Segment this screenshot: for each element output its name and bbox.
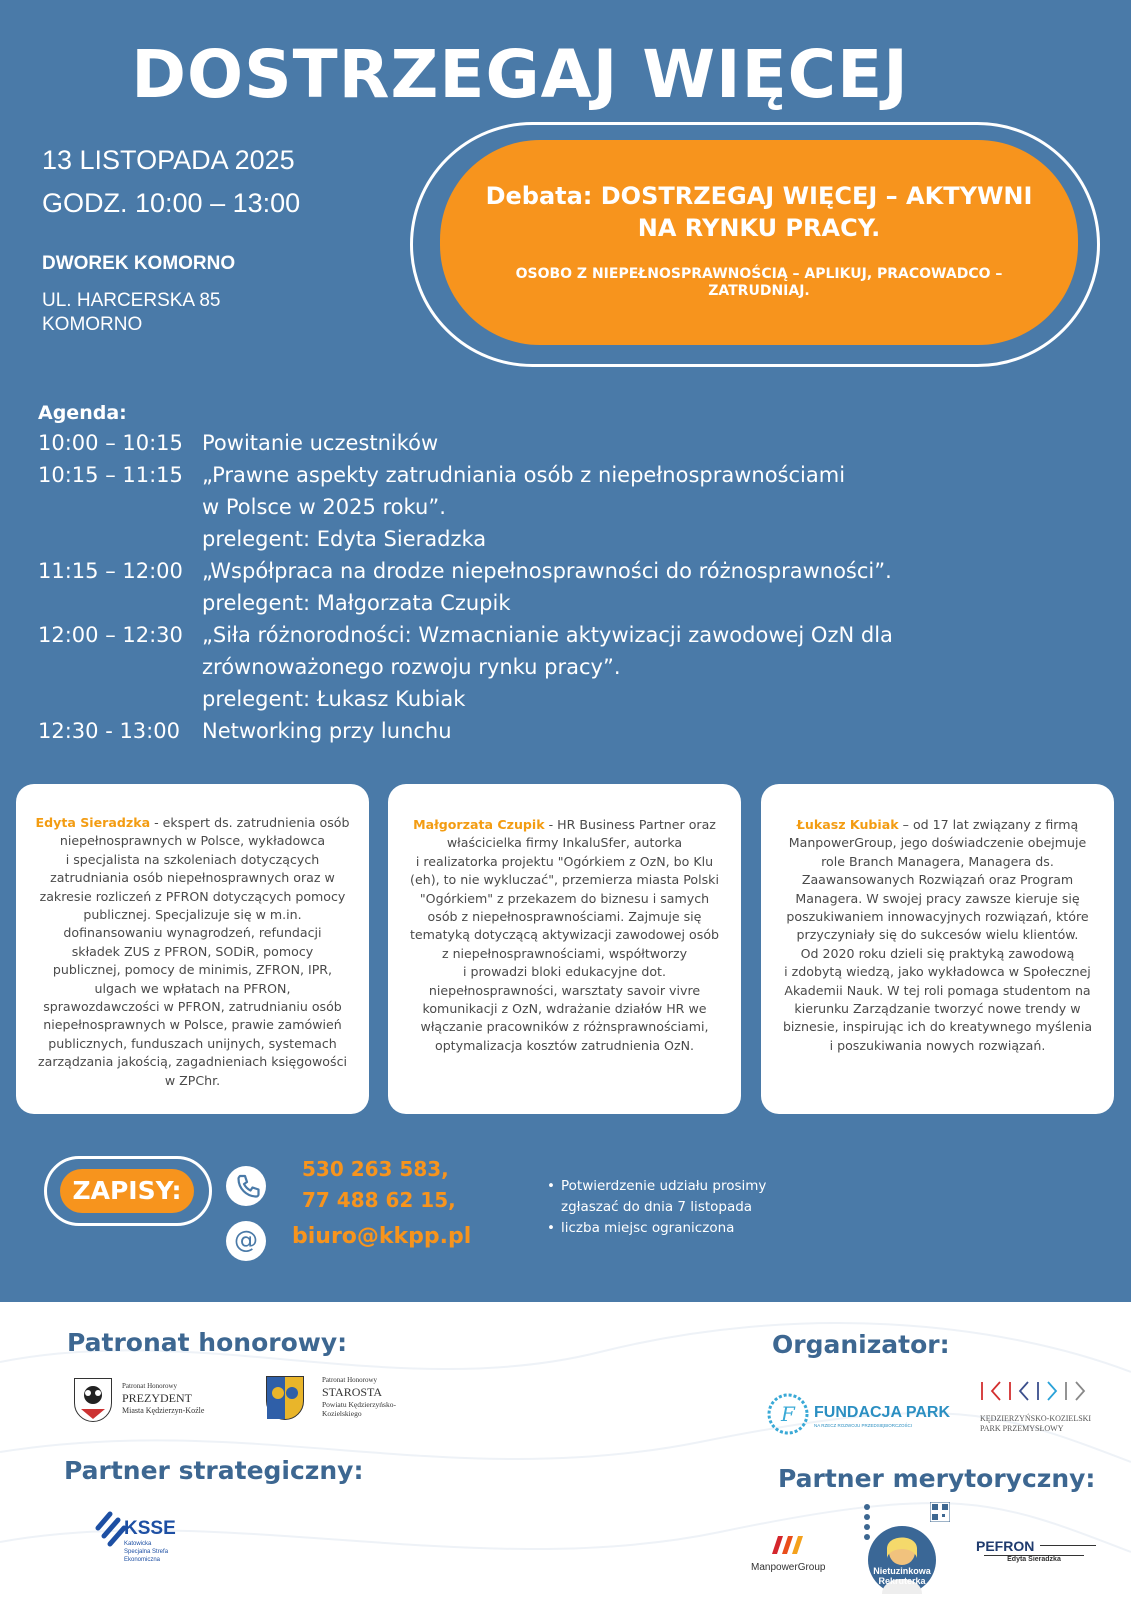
- speaker-bio-line: kierunku Zarządzanie tworzyć nowe trendy w: [794, 1001, 1081, 1017]
- speaker-bio-line: właścicielka firmy InkaluSfer, autorka: [446, 835, 683, 851]
- agenda-time: 10:15 – 11:15: [38, 463, 183, 487]
- strategic-title: Partner strategiczny:: [64, 1456, 364, 1485]
- speaker-bio-line: niepełnosprawności, warsztaty savoir vivre: [428, 982, 701, 998]
- speaker-bio-line: publicznych, funduszach unijnych, systemach: [48, 1035, 337, 1051]
- speaker-bio-line: publicznej, pomocy de minimis, ZFRON, IPR,: [52, 962, 333, 978]
- merit-title: Partner merytoryczny:: [778, 1464, 1096, 1493]
- speaker-bio-line: z niepełnosprawnościami, współtworzy: [441, 945, 688, 961]
- kkpp-icon: [978, 1378, 1098, 1404]
- agenda-time: 12:30 - 13:00: [38, 719, 180, 743]
- speaker-bio-line: ulgach we wpłatach na PFRON,: [94, 980, 291, 996]
- speaker-bio-line: osób z niepełnosprawnościami. Zajmuje się: [427, 909, 702, 925]
- event-date: 13 LISTOPADA 2025: [42, 145, 295, 175]
- speaker-bio-line: [398, 816, 731, 834]
- speaker-bio-line: sprawozdawczości w PFRON, zatrudnianiu osób: [43, 999, 342, 1015]
- speaker-bio-line: Managera. W swojej pracy zawsze kieruje się: [795, 890, 1080, 906]
- speaker-bio-line: przyczyniały się do sukcesów wielu klientów.: [796, 927, 1079, 943]
- speaker-card: [388, 784, 741, 1114]
- sponsors-section: Patronat honorowy: Patronat Honorowy PREZYDENT Miasta Kędzierzyn-Koźle Patronat Honorowy STAROSTA Powiatu Kędzierzyńsko-Kozielskiego Partner strategiczny: KSSE Katowicka Specjalna Strefa Ekonomiczna Organizator: F FUNDACJA PARK NA RZECZ ROZWOJU PRZEDSIĘBIORCZOŚCI KĘDZIERZYŃSKO-KOZIELSKI PARK PRZEMYSŁOWY Partner merytoryczny: ManpowerGroup Nietuzinkowa Rekruterka PEFRON Edyta Sieradzka: [0, 1302, 1131, 1600]
- speaker-bio-line: [26, 814, 359, 832]
- speaker-bio-line: dofinansowaniu wynagrodzeń, refundacji: [63, 925, 322, 941]
- agenda-text: zrównoważonego rozwoju rynku pracy”.: [202, 655, 621, 679]
- speaker-bio-line: tematyką dotyczącą aktywizacji zawodowej osób: [409, 927, 720, 943]
- speaker-bio-line: komunikacji z OzN, wdrażanie działów HR we: [422, 1001, 707, 1017]
- pefron-tagline-line: [1040, 1532, 1096, 1546]
- agenda-label: Agenda:: [38, 402, 127, 424]
- organizer-title: Organizator:: [772, 1330, 950, 1359]
- banner-headline: Debata: DOSTRZEGAJ WIĘCEJ – AKTYWNI NA RYNKU PRACY.: [485, 182, 1033, 242]
- phone-icon: [226, 1166, 266, 1206]
- speaker-bio-line: "Ogórkiem" z przekazem do biznesu i samych: [419, 890, 710, 906]
- speaker-card: [16, 784, 369, 1114]
- banner-subline: OSOBO Z NIEPEŁNOSPRAWNOŚCIĄ – APLIKUJ, PRACOWADCO – ZATRUDNIAJ.: [515, 266, 1003, 299]
- signup-button[interactable]: ZAPISY:: [60, 1169, 194, 1213]
- speaker-bio-line: i specjalista na szkoleniach dotyczących: [65, 851, 320, 867]
- signup-notes: [545, 1176, 785, 1239]
- speaker-bio-line: Akademii Nauk. W tej roli pomaga studentom na: [784, 982, 1091, 998]
- speaker-bio-text: - ekspert ds. zatrudnienia osób: [150, 815, 350, 830]
- page-title: DOSTRZEGAJ WIĘCEJ: [131, 36, 909, 113]
- speaker-bio-line: zarządzania jakością, zagadnieniach księgowości: [38, 1054, 347, 1070]
- speaker-bio-line: poszukiwaniem innowacyjnych rozwiązań, które: [786, 909, 1089, 925]
- at-icon: @: [226, 1221, 266, 1261]
- manpower-icon: [772, 1532, 808, 1554]
- agenda-item: [38, 619, 1098, 715]
- speaker-bio-line: składek ZUS z PFRON, SODiR, pomocy: [71, 943, 314, 959]
- speaker-bio-line: i poszukiwania nowych rozwiązań.: [829, 1037, 1046, 1053]
- venue-address-street: UL. HARCERSKA 85: [42, 290, 221, 311]
- agenda-text: „Współpraca na drodze niepełnosprawności do różnosprawności”.: [202, 559, 892, 583]
- agenda-text: „Prawne aspekty zatrudniania osób z niepełnosprawnościami: [202, 463, 846, 487]
- note-item: • liczba miejsc ograniczona: [547, 1220, 735, 1236]
- agenda-item: [38, 715, 1098, 747]
- event-time: GODZ. 10:00 – 13:00: [42, 188, 301, 218]
- speaker-bio-line: optymalizacja kosztów zatrudnienia OzN.: [434, 1037, 694, 1053]
- speaker-bio-text: – od 17 lat związany z firmą: [898, 817, 1079, 832]
- speaker-name: Edyta Sieradzka: [35, 815, 151, 830]
- speaker-bio-line: Zaawansowanych Rozwiązań oraz Program: [801, 872, 1074, 888]
- debate-banner: [440, 140, 1078, 345]
- rekruterka-logo: Nietuzinkowa Rekruterka: [858, 1502, 968, 1594]
- agenda-speaker: prelegent: Łukasz Kubiak: [202, 687, 466, 711]
- qr-code-icon: [930, 1502, 950, 1522]
- speaker-bio-line: role Branch Managera, Managera ds.: [821, 853, 1054, 869]
- agenda-item: [38, 427, 1098, 459]
- agenda-time: 12:00 – 12:30: [38, 623, 183, 647]
- agenda-text: w Polsce w 2025 roku”.: [202, 495, 446, 519]
- fundacja-icon: [766, 1392, 810, 1436]
- svg-text:F: F: [781, 1402, 795, 1426]
- email-link[interactable]: biuro@kkpp.pl: [292, 1224, 472, 1249]
- speaker-bio-line: zatrudniania osób niepełnosprawnych oraz w: [50, 870, 335, 886]
- agenda-speaker: prelegent: Edyta Sieradzka: [202, 527, 487, 551]
- speaker-bio-line: niepełnosprawnych w Polsce, prawie zamówień: [43, 1017, 342, 1033]
- speaker-bio-line: publicznej. Specjalizuje się w m.in.: [83, 907, 302, 923]
- speaker-bio-line: zakresie rozliczeń z PFRON dotyczących pomocy: [39, 888, 346, 904]
- speaker-bio-line: (eh), to nie wykluczać", przemierza miasta Polski: [410, 872, 719, 888]
- speaker-bio-line: biznesie, inspirując ich do kreatywnego myślenia: [782, 1019, 1093, 1035]
- speaker-bio-text: - HR Business Partner oraz: [544, 817, 716, 832]
- county-crest-icon: [266, 1376, 304, 1420]
- speaker-card: [761, 784, 1114, 1114]
- speaker-bio-line: włączanie pracowników z różnsprawnościami,: [420, 1019, 709, 1035]
- speaker-bio-line: Od 2020 roku dzieli się praktyką zawodową: [800, 945, 1075, 961]
- phone-number[interactable]: 77 488 62 15,: [302, 1188, 456, 1212]
- city-crest-icon: [74, 1378, 112, 1422]
- speaker-name: Małgorzata Czupik: [413, 817, 545, 832]
- agenda-time: 10:00 – 10:15: [38, 431, 183, 455]
- agenda-text: Powitanie uczestników: [202, 431, 439, 455]
- speaker-name: Łukasz Kubiak: [796, 817, 899, 832]
- note-item: • Potwierdzenie udziału prosimy zgłaszać do dnia 7 listopada: [547, 1178, 767, 1215]
- agenda-text: „Siła różnorodności: Wzmacnianie aktywizacji zawodowej OzN dla: [202, 623, 893, 647]
- speaker-bio-line: i prowadzi bloki edukacyjne dot.: [463, 964, 666, 980]
- speaker-bio-line: i realizatorka projektu "Ogórkiem z OzN, bo Klu: [415, 853, 714, 869]
- venue-name: DWOREK KOMORNO: [42, 253, 236, 274]
- ksse-icon: [94, 1508, 128, 1548]
- phone-number[interactable]: 530 263 583,: [302, 1157, 449, 1181]
- agenda-item: [38, 555, 1098, 619]
- agenda: [38, 402, 1098, 747]
- venue-address-city: KOMORNO: [42, 314, 143, 335]
- speaker-bio-line: w ZPChr.: [164, 1072, 221, 1088]
- agenda-text: Networking przy lunchu: [202, 719, 452, 743]
- agenda-time: 11:15 – 12:00: [38, 559, 183, 583]
- speaker-bio-line: i zdobytą wiedzą, jako wykładowca w Społecznej: [784, 964, 1091, 980]
- agenda-speaker: prelegent: Małgorzata Czupik: [202, 591, 511, 615]
- speaker-bio-line: [771, 816, 1104, 834]
- speaker-bio-line: niepełnosprawnych w Polsce, wykładowca: [59, 833, 326, 849]
- patronage-title: Patronat honorowy:: [67, 1328, 348, 1357]
- agenda-item: [38, 459, 1098, 555]
- speaker-bio-line: ManpowerGroup, jego doświadczenie obejmuje: [788, 835, 1087, 851]
